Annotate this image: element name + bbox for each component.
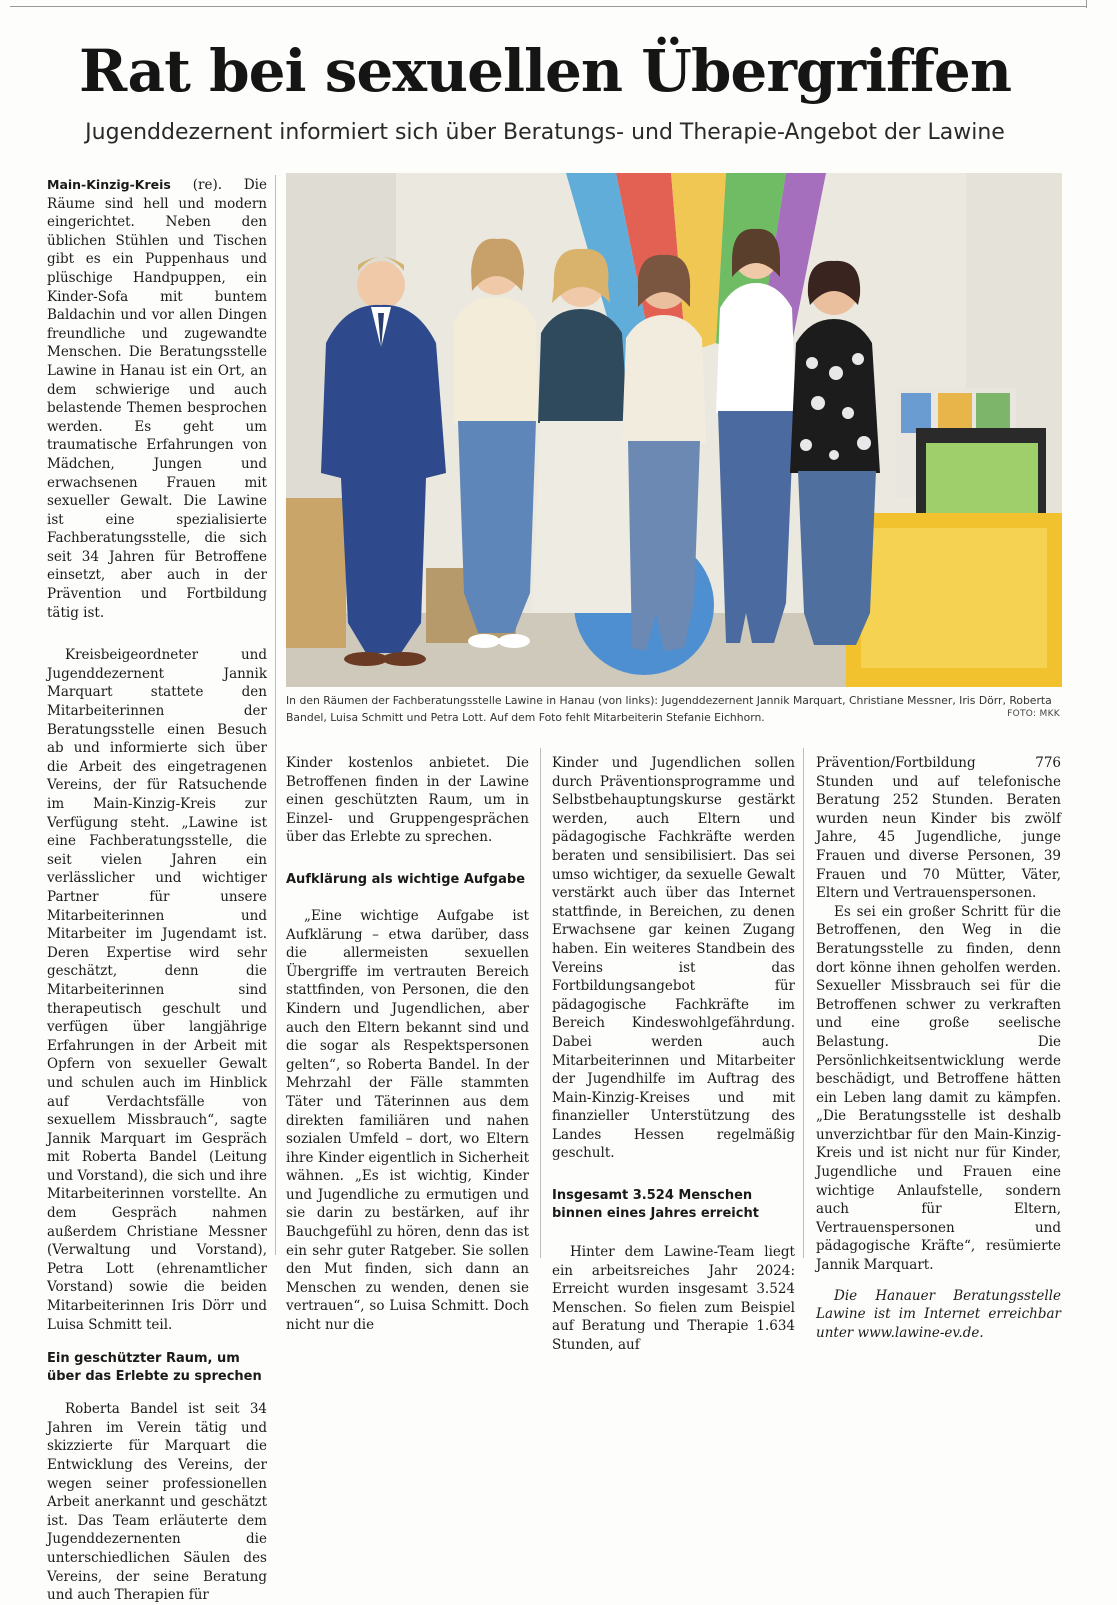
team-photo-image [286, 173, 1062, 687]
column-divider-3 [803, 748, 804, 1258]
article-column-4 [816, 754, 1061, 1342]
lead-text: (re). Die Räume sind hell und modern eingerichtet. Neben den üblichen Stühlen und Tischen gibt es ein Puppenhaus und plüschige Handpuppen, ein Kinder-Sofa mit buntem Baldachin und vor allen Dingen freundliche und zugewandte Menschen. Die Beratungsstelle Lawine in Hanau ist ein Ort, an dem schwierige und auch belastende Themen besprochen werden. Es geht um traumatische Erfahrungen von Mädchen, Jungen und erwachsenen Frauen mit sexueller Gewalt. Die Lawine ist eine spezialisierte Fachberatungsstelle, die sich seit 34 Jahren für Betroffene einsetzt, aber auch in der Prävention und Fortbildung tätig ist. [47, 177, 267, 621]
column-divider-2 [540, 748, 541, 1258]
article-paragraph: Es sei ein großer Schritt für die Betroffenen, den Weg in die Beratungsstelle zu finden, denn dort könne ihnen geholfen werden. Sexueller Missbrauch sei für die Betroffenen schwer zu verkraften und eine große seelische Belastung. Die Persönlichkeitsentwicklung werde beschädigt, und Betroffene hätten ein Leben lang damit zu kämpfen. „Die Beratungsstelle ist deshalb unverzichtbar für den Main-Kinzig-Kreis und ist nicht nur für Kinder, Jugendliche und Frauen eine wichtige Anlaufstelle, sondern auch für Eltern, Vertrauenspersonen und pädagogische Kräfte“, resümierte Jannik Marquart. [816, 903, 1061, 1274]
subheading-education: Aufklärung als wichtige Aufgabe [286, 871, 526, 887]
article-lead-paragraph [47, 176, 267, 622]
team-photo [286, 173, 1062, 687]
article-paragraph: Kinder kostenlos anbietet. Die Betroffenen finden in der Lawine einen geschützten Raum, um in Einzel- und Gruppengesprächen über das Erlebte zu sprechen. [286, 755, 529, 846]
article-column-2 [286, 754, 529, 1335]
article-column-3 [552, 754, 795, 1355]
article-paragraph: „Eine wichtige Aufgabe ist Aufklärung – etwa darüber, dass die allermeisten sexuellen Übergriffe im vertrauten Bereich stattfinden, von Personen, die den Kindern und Jugendlichen, aber auch den Eltern bekannt sind und die sogar als Respektspersonen gelten“, so Roberta Bandel. In der Mehrzahl der Fälle stammten Täter und Täterinnen aus dem direkten familiären und nahen sozialen Umfeld – dort, wo Eltern ihre Kinder eigentlich in Sicherheit wähnen. „Es ist wichtig, Kinder und Jugendliche zu ermutigen und sie darin zu bestärken, auf ihr Bauchgefühl zu hören, denn das ist ein sehr guter Ratgeber. Sie sollen den Mut finden, sich dann an Menschen zu wenden, denen sie vertrauen“, so Luisa Schmitt. Doch nicht nur die [286, 907, 529, 1334]
dateline: Main-Kinzig-Kreis [47, 177, 171, 192]
subheadline: Jugenddezernent informiert sich über Beratungs- und Therapie-Angebot der Lawine [85, 120, 1005, 145]
headline: Rat bei sexuellen Übergriffen [78, 37, 1012, 105]
column-divider-1 [275, 175, 276, 1255]
article-paragraph: Prävention/Fortbildung 776 Stunden und auf telefonische Beratung 252 Stunden. Beraten wurden neun Kinder bis zwölf Jahre, 45 Jugendliche, junge Frauen und diverse Personen, 39 Frauen und 70 Mütter, Väter, Eltern und Vertrauenspersonen. [816, 755, 1061, 902]
article-paragraph: Hinter dem Lawine-Team liegt ein arbeitsreiches Jahr 2024: Erreicht wurden insgesamt 3.524 Menschen. So fielen zum Beispiel auf Beratung und Therapie 1.634 Stunden, auf [552, 1244, 795, 1354]
article-paragraph: Roberta Bandel ist seit 34 Jahren im Verein tätig und skizzierte für Marquart die Entwicklung des Vereins, der wegen seiner professionellen Arbeit anerkannt und geschätzt ist. Das Team erläuterte dem Jugenddezernenten die unterschiedlichen Säulen des Vereins, der seine Beratung und auch Therapien für [47, 1401, 267, 1604]
article-paragraph: Kinder und Jugendlichen sollen durch Präventionsprogramme und Selbstbehauptungskurse gestärkt werden, auch Eltern und pädagogische Fachkräfte werden beraten und sensibilisiert. Das sei umso wichtiger, da sexuelle Gewalt verstärkt auch über das Internet stattfinde, in Bereichen, zu denen Erwachsene gar keinen Zugang haben. Ein weiteres Standbein des Vereins ist das Fortbildungsangebot für pädagogische Fachkräfte im Bereich Kindeswohlgefährdung. Dabei werden auch Mitarbeiterinnen und Mitarbeiter der Jugendhilfe im Auftrag des Main-Kinzig-Kreises und mit finanzieller Unterstützung des Landes Hessen regelmäßig geschult. [552, 755, 795, 1162]
top-rule [0, 0, 1117, 14]
photo-credit: FOTO: MKK [1007, 709, 1060, 719]
top-rule-tick [1086, 0, 1087, 8]
top-rule-line [10, 6, 1087, 7]
photo-caption: In den Räumen der Fachberatungsstelle Lawine in Hanau (von links): Jugenddezernent Jannik Marquart, Christiane Messner, Iris Dörr, Roberta Bandel, Luisa Schmitt und Petra Lott. Auf dem Foto fehlt Mitarbeiterin Stefanie Eichhorn. [286, 694, 1052, 724]
subheading-protected-space: Ein geschützter Raum, um über das Erlebte zu sprechen [47, 1351, 262, 1385]
website-note: Die Hanauer Beratungsstelle Lawine ist im Internet erreichbar unter www.lawine-ev.de. [816, 1287, 1061, 1341]
subheading-reached-people: Insgesamt 3.524 Menschen binnen eines Jahres erreicht [552, 1188, 759, 1222]
article-column-1 [47, 176, 267, 1605]
article-paragraph: Kreisbeigeordneter und Jugenddezernent Jannik Marquart stattete den Mitarbeiterinnen der Beratungsstelle einen Besuch ab und informierte sich über die Arbeit des eingetragenen Vereins, der für Ratsuchende im Main-Kinzig-Kreis zur Verfügung steht. „Lawine ist eine Fachberatungsstelle, die seit vielen Jahren ein verlässlicher und wichtiger Partner für unsere Mitarbeiterinnen und Mitarbeiter im Jugendamt ist. Deren Expertise wird sehr geschätzt, denn die Mitarbeiterinnen sind therapeutisch geschult und verfügen über langjährige Erfahrungen in der Arbeit mit Opfern von sexueller Gewalt und schulen auch im Hinblick auf Verdachtsfälle von sexuellem Missbrauch“, sagte Jannik Marquart im Gespräch mit Roberta Bandel (Leitung und Vorstand), die sich und ihre Mitarbeiterinnen vorstellte. An dem Gespräch nahmen außerdem Christiane Messner (Verwaltung und Vorstand), Petra Lott (ehrenamtlicher Vorstand) sowie die beiden Mitarbeiterinnen Iris Dörr und Luisa Schmitt teil. [47, 647, 267, 1333]
